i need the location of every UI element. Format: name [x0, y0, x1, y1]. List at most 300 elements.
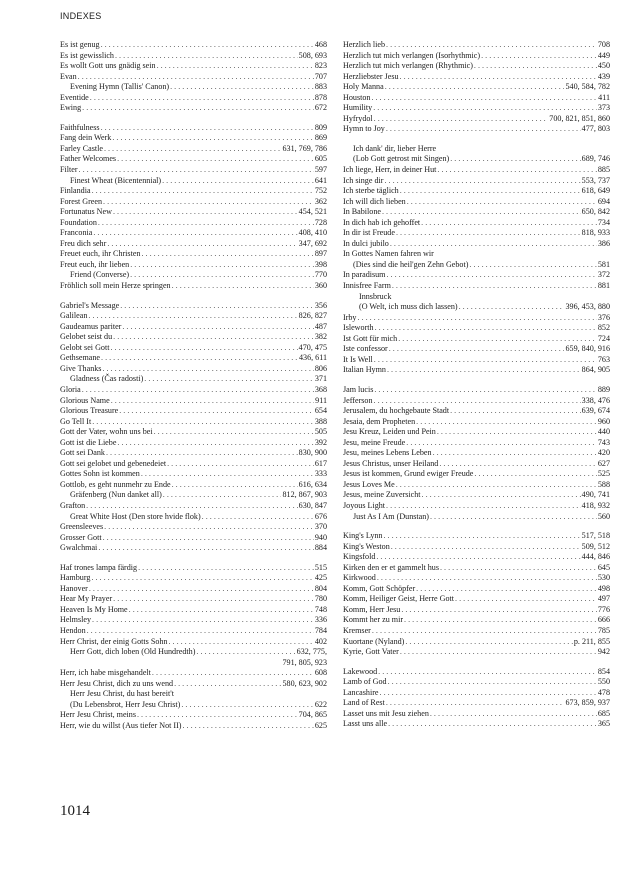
leader-dots — [375, 323, 597, 334]
tune-name: Gott der Vater, wohn uns bei — [60, 427, 153, 437]
hymn-numbers: 553, 737 — [581, 175, 610, 185]
index-entry — [60, 133, 327, 144]
hymn-numbers: 605 — [314, 154, 327, 164]
hymn-numbers: 631, 769, 786 — [282, 143, 327, 153]
tune-name: Herr, wie du willst (Aus tiefer Not II) — [60, 720, 182, 730]
leader-dots — [106, 448, 298, 459]
index-entry — [343, 114, 610, 125]
hymn-numbers: 398 — [314, 259, 327, 269]
leader-dots — [129, 605, 314, 616]
hymn-numbers: 763 — [597, 354, 610, 364]
tune-name: In paradisum — [343, 270, 386, 280]
hymn-numbers: 645 — [597, 562, 610, 572]
index-entry — [60, 154, 327, 165]
tune-name: Herr Jesu Christ, dich zu uns wend — [60, 678, 174, 688]
tune-name: Herzliebster Jesu — [343, 71, 399, 81]
tune-name: Haf trones lampa färdig — [60, 562, 138, 572]
tune-name: Gott ist die Liebe — [60, 437, 117, 447]
index-entry — [60, 594, 327, 605]
leader-dots — [87, 626, 314, 637]
index-letter-group — [60, 563, 327, 732]
hymn-numbers: 365 — [597, 719, 610, 729]
tune-name: Fröhlich soll mein Herze springen — [60, 281, 171, 291]
leader-dots — [376, 552, 580, 563]
hymn-numbers: 420 — [597, 448, 610, 458]
hymn-numbers: 439 — [597, 71, 610, 81]
tune-name: Farley Castle — [60, 143, 103, 153]
leader-dots — [459, 302, 565, 313]
hymn-numbers: 689, 746 — [581, 154, 610, 164]
tune-name: Hanover — [60, 583, 88, 593]
index-entry — [60, 658, 327, 669]
hymn-numbers: 650, 842 — [581, 207, 610, 217]
tune-name: Kommt her zu mir — [343, 615, 404, 625]
leader-dots — [162, 176, 314, 187]
tune-name: Foundation — [60, 217, 97, 227]
tune-name: In dulci jubilo — [343, 238, 389, 248]
tune-name: Ewing — [60, 103, 82, 113]
hymn-numbers: 791, 805, 923 — [282, 657, 327, 667]
index-entry — [343, 72, 610, 83]
tune-name: Irby — [343, 312, 357, 322]
hymn-numbers: 743 — [597, 437, 610, 447]
hymn-numbers: 700, 821, 851, 860 — [549, 113, 610, 123]
hymn-numbers: 530 — [597, 573, 610, 583]
tune-name: Ich dank' dir, lieber Herre — [353, 143, 437, 153]
index-entry — [343, 176, 610, 187]
index-entry — [343, 531, 610, 542]
tune-name: Glorious Treasure — [60, 406, 119, 416]
leader-dots — [377, 573, 597, 584]
index-entry — [60, 501, 327, 512]
leader-dots — [82, 385, 314, 396]
index-entry — [343, 365, 610, 376]
leader-dots — [396, 228, 581, 239]
hymn-numbers: 672 — [314, 103, 327, 113]
index-letter-group — [343, 385, 610, 522]
index-entry — [60, 459, 327, 470]
tune-name: Kirken den er et gammelt hus — [343, 562, 439, 572]
tune-name: (Du Lebensbrot, Herr Jesu Christ) — [70, 699, 181, 709]
hymn-numbers: 622 — [314, 699, 327, 709]
leader-dots — [98, 543, 314, 554]
hymn-numbers: 388 — [314, 416, 327, 426]
tune-name: Komm, Heiliger Geist, Herre Gott — [343, 594, 455, 604]
leader-dots — [89, 584, 314, 595]
right-index-column — [343, 40, 610, 739]
leader-dots — [113, 332, 314, 343]
hymn-numbers: 425 — [314, 573, 327, 583]
index-entry — [60, 239, 327, 250]
tune-name: Joyous Light — [343, 500, 386, 510]
index-entry — [343, 719, 610, 730]
index-entry — [60, 647, 327, 658]
leader-dots — [98, 218, 314, 229]
tune-name: King's Weston — [343, 541, 390, 551]
index-entry — [343, 459, 610, 470]
leader-dots — [91, 573, 313, 584]
tune-name: Fortunatus New — [60, 207, 112, 217]
hymn-numbers: 627 — [597, 458, 610, 468]
tune-name: Lasset uns mit Jesu ziehen — [343, 708, 429, 718]
leader-dots — [433, 448, 597, 459]
leader-dots — [82, 103, 314, 114]
index-entry — [343, 584, 610, 595]
leader-dots — [104, 144, 282, 155]
hymn-numbers: 392 — [314, 437, 327, 447]
hymn-numbers: 376 — [597, 312, 610, 322]
hymn-numbers: 639, 674 — [581, 406, 610, 416]
hymn-numbers: 616, 634 — [298, 479, 327, 489]
hymn-numbers: 478 — [597, 687, 610, 697]
tune-name: Kirkwood — [343, 573, 376, 583]
leader-dots — [111, 396, 314, 407]
leader-dots — [390, 239, 597, 250]
leader-dots — [382, 207, 581, 218]
hymn-numbers: 770 — [314, 270, 327, 280]
leader-dots — [86, 501, 298, 512]
tune-name: Heaven Is My Home — [60, 604, 128, 614]
tune-name: Faithfulness — [60, 122, 100, 132]
index-entry — [343, 51, 610, 62]
index-entry — [60, 311, 327, 322]
leader-dots — [130, 260, 314, 271]
leader-dots — [196, 647, 295, 658]
leader-dots — [400, 186, 581, 197]
tune-name: It Is Well — [343, 354, 373, 364]
leader-dots — [421, 218, 597, 229]
index-entry — [60, 605, 327, 616]
index-entry — [343, 709, 610, 720]
index-entry — [343, 667, 610, 678]
tune-name: Jesus Christus, unser Heiland — [343, 458, 439, 468]
index-entry — [343, 218, 610, 229]
index-entry — [343, 688, 610, 699]
tune-name: Franconia — [60, 228, 93, 238]
page-number: 1014 — [60, 803, 90, 819]
hymn-numbers: 897 — [314, 249, 327, 259]
index-entry — [60, 197, 327, 208]
tune-name: Italian Hymn — [343, 365, 386, 375]
tune-name: Jesus ist kommen, Grund ewiger Freude — [343, 469, 474, 479]
tune-name: Gladness (Čas radosti) — [70, 374, 144, 384]
index-entry — [60, 322, 327, 333]
leader-dots — [378, 667, 597, 678]
index-entry — [343, 207, 610, 218]
hymn-numbers: 878 — [314, 92, 327, 102]
index-entry — [60, 186, 327, 197]
hymn-numbers: 884 — [314, 543, 327, 553]
leader-dots — [144, 374, 314, 385]
index-entry — [60, 301, 327, 312]
index-entry — [343, 323, 610, 334]
hymn-numbers: 806 — [314, 363, 327, 373]
tune-name: (Lob Gott getrost mit Singen) — [353, 154, 450, 164]
tune-name: Hyfrydol — [343, 113, 373, 123]
hymn-numbers: 497 — [597, 594, 610, 604]
hymn-numbers: 560 — [597, 511, 610, 521]
hymn-numbers: 608 — [314, 668, 327, 678]
tune-name: Gräfenberg (Nun danket all) — [70, 490, 162, 500]
tune-name: Grosser Gott — [60, 532, 102, 542]
hymn-numbers: 588 — [597, 479, 610, 489]
hymn-numbers: 525 — [597, 469, 610, 479]
tune-name: Finest Wheat (Bicentennial) — [70, 175, 162, 185]
tune-name: In dir ist Freude — [343, 228, 395, 238]
leader-dots — [373, 103, 597, 114]
index-entry — [60, 584, 327, 595]
index-entry — [60, 228, 327, 239]
index-entry — [60, 218, 327, 229]
hymn-numbers: 508, 693 — [298, 50, 327, 60]
index-entry — [343, 165, 610, 176]
leader-dots — [157, 61, 314, 72]
index-letter-group — [60, 301, 327, 554]
hymn-numbers: 360 — [314, 281, 327, 291]
tune-name: Gabriel's Message — [60, 300, 120, 310]
tune-name: Lasst uns alle — [343, 719, 388, 729]
tune-name: Herr, ich habe misgehandelt — [60, 668, 151, 678]
hymn-numbers: 370 — [314, 522, 327, 532]
tune-name: Innsbruck — [359, 291, 392, 301]
tune-name: Gaudeamus pariter — [60, 321, 122, 331]
hymn-numbers: 373 — [597, 103, 610, 113]
index-entry — [60, 61, 327, 72]
hymn-numbers: 818, 933 — [581, 228, 610, 238]
hymn-numbers: 704, 865 — [298, 710, 327, 720]
index-entry — [60, 533, 327, 544]
tune-name: Lamb of God — [343, 677, 387, 687]
index-entry — [60, 679, 327, 690]
hymn-numbers: 654 — [314, 406, 327, 416]
hymn-numbers: 804 — [314, 583, 327, 593]
tune-name: Herr Christ, der einig Gotts Sohn — [60, 636, 168, 646]
leader-dots — [92, 186, 314, 197]
hymn-numbers: 673, 859, 937 — [565, 698, 610, 708]
leader-dots — [154, 427, 314, 438]
tune-name: Jerusalem, du hochgebaute Stadt — [343, 406, 450, 416]
index-entry — [60, 438, 327, 449]
leader-dots — [113, 594, 314, 605]
tune-name: Helmsley — [60, 615, 92, 625]
hymn-numbers: 776 — [597, 604, 610, 614]
tune-name: (O Welt, ich muss dich lassen) — [359, 302, 458, 312]
index-entry — [60, 668, 327, 679]
index-entry — [343, 573, 610, 584]
index-entry — [343, 144, 610, 155]
leader-dots — [388, 677, 597, 688]
hymn-numbers: 477, 803 — [581, 124, 610, 134]
index-entry — [60, 406, 327, 417]
index-entry — [343, 698, 610, 709]
tune-name: In Gottes Namen fahren wir — [343, 249, 434, 259]
tune-name: In Babilone — [343, 207, 381, 217]
index-entry — [343, 501, 610, 512]
tune-name: Ich singe dir — [343, 175, 384, 185]
tune-name: Jesaia, dem Propheten — [343, 416, 416, 426]
hymn-numbers: 823 — [314, 61, 327, 71]
tune-name: Ich will dich lieben — [343, 196, 406, 206]
leader-dots — [101, 40, 314, 51]
hymn-numbers: 411 — [598, 92, 610, 102]
index-entry — [343, 647, 610, 658]
tune-name: Isleworth — [343, 323, 374, 333]
tune-name: Jesus, meine Zuversicht — [343, 490, 421, 500]
leader-dots — [93, 228, 297, 239]
tune-name: Humility — [343, 103, 373, 113]
tune-name: Jesus Loves Me — [343, 479, 395, 489]
tune-name: Herzlich lieb — [343, 40, 386, 49]
leader-dots — [388, 719, 597, 730]
tune-name: Gott sei gelobet und gebenedeiet — [60, 458, 167, 468]
tune-name: Komm, Gott Schöpfer — [343, 583, 416, 593]
leader-dots — [138, 563, 314, 574]
tune-name: Hear My Prayer — [60, 594, 113, 604]
hymn-numbers: 470, 475 — [298, 342, 327, 352]
hymn-numbers: 597 — [314, 165, 327, 175]
index-entry — [60, 700, 327, 711]
hymn-numbers: 362 — [314, 196, 327, 206]
leader-dots — [103, 533, 314, 544]
leader-dots — [103, 197, 314, 208]
hymn-numbers: 468 — [314, 40, 327, 49]
leader-dots — [101, 353, 298, 364]
leader-dots — [112, 133, 314, 144]
leader-dots — [422, 490, 581, 501]
leader-dots — [440, 563, 597, 574]
hymn-numbers: 347, 692 — [298, 238, 327, 248]
hymn-numbers: 338, 476 — [581, 395, 610, 405]
index-entry — [60, 626, 327, 637]
hymn-numbers: 728 — [314, 217, 327, 227]
tune-name: Just As I Am (Dunstan) — [353, 511, 429, 521]
tune-name: Hendon — [60, 625, 86, 635]
index-entry — [343, 677, 610, 688]
hymn-numbers: 960 — [597, 416, 610, 426]
leader-dots — [163, 490, 282, 501]
index-entry — [60, 615, 327, 626]
leader-dots — [391, 542, 581, 553]
tune-name: Give Thanks — [60, 363, 102, 373]
leader-dots — [172, 281, 314, 292]
leader-dots — [385, 82, 565, 93]
index-entry — [343, 292, 610, 303]
index-entry — [343, 270, 610, 281]
hymn-numbers: 371 — [314, 374, 327, 384]
tune-name: Herr Jesu Christ, du hast bereit't — [70, 689, 174, 699]
leader-dots — [416, 417, 597, 428]
index-entry — [343, 512, 610, 523]
tune-name: Freuet euch, ihr Christen — [60, 249, 141, 259]
index-entry — [60, 144, 327, 155]
leader-dots — [174, 679, 281, 690]
hymn-numbers: 942 — [597, 647, 610, 657]
tune-name: Herr Gott, dich loben (Old Hundredth) — [70, 647, 196, 657]
tune-name: Land of Rest — [343, 698, 385, 708]
tune-name: Kremser — [343, 625, 371, 635]
leader-dots — [119, 406, 314, 417]
leader-dots — [371, 93, 597, 104]
index-entry — [60, 522, 327, 533]
hymn-numbers: 685 — [597, 708, 610, 718]
tune-name: Herr Jesu Christ, meins — [60, 710, 136, 720]
index-entry — [60, 165, 327, 176]
hymn-numbers: 780 — [314, 594, 327, 604]
index-entry — [60, 710, 327, 721]
leader-dots — [474, 61, 597, 72]
leader-dots — [398, 334, 597, 345]
leader-dots — [404, 615, 597, 626]
tune-name: Ich liege, Herr, in deiner Hut — [343, 165, 437, 175]
hymn-numbers: 450 — [597, 61, 610, 71]
index-entry — [60, 480, 327, 491]
index-entry — [343, 124, 610, 135]
tune-name: Finlandia — [60, 186, 91, 196]
index-entry — [60, 103, 327, 114]
index-entry — [343, 154, 610, 165]
tune-name: Gethsemane — [60, 353, 101, 363]
leader-dots — [387, 365, 581, 376]
tune-name: Kyrie, Gott Vater — [343, 647, 399, 657]
hymn-numbers: 625 — [314, 720, 327, 730]
index-entry — [60, 123, 327, 134]
leader-dots — [374, 355, 597, 366]
leader-dots — [141, 469, 314, 480]
index-entry — [343, 344, 610, 355]
leader-dots — [102, 364, 313, 375]
hymn-numbers: 509, 512 — [581, 541, 610, 551]
hymn-numbers: 852 — [597, 323, 610, 333]
hymn-numbers: 632, 775, — [296, 647, 327, 657]
tune-name: Friend (Converse) — [70, 270, 130, 280]
leader-dots — [437, 165, 596, 176]
hymn-numbers: 854 — [597, 666, 610, 676]
index-letter-group — [343, 144, 610, 376]
hymn-numbers: 396, 453, 880 — [565, 302, 610, 312]
index-entry — [343, 480, 610, 491]
index-entry — [60, 512, 327, 523]
hymn-numbers: 869 — [314, 133, 327, 143]
index-entry — [343, 260, 610, 271]
leader-dots — [481, 51, 597, 62]
index-entry — [60, 270, 327, 281]
leader-dots — [407, 197, 597, 208]
page-header: INDEXES — [60, 11, 102, 21]
tune-name: Great White Host (Den store hvide flok) — [70, 511, 201, 521]
hymn-numbers: 809 — [314, 122, 327, 132]
index-entry — [343, 448, 610, 459]
leader-dots — [152, 668, 314, 679]
tune-name: Komm, Herr Jesu — [343, 604, 401, 614]
tune-name: Evening Hymn (Tallis' Canon) — [70, 82, 170, 92]
leader-dots — [117, 438, 313, 449]
leader-dots — [400, 72, 597, 83]
hymn-numbers: 440 — [597, 427, 610, 437]
tune-name: Herzlich tut mich verlangen (Isorhythmic) — [343, 50, 481, 60]
leader-dots — [474, 469, 596, 480]
hymn-numbers: 885 — [597, 165, 610, 175]
tune-name: Herzlich tut mich verlangen (Rhythmic) — [343, 61, 473, 71]
index-entry — [60, 427, 327, 438]
index-entry — [343, 249, 610, 260]
index-entry — [60, 721, 327, 732]
leader-dots — [141, 249, 313, 260]
index-entry — [60, 490, 327, 501]
hymn-numbers: 540, 584, 782 — [565, 82, 610, 92]
tune-name: Kuortane (Nyland) — [343, 636, 405, 646]
leader-dots — [386, 698, 565, 709]
leader-dots — [79, 165, 314, 176]
